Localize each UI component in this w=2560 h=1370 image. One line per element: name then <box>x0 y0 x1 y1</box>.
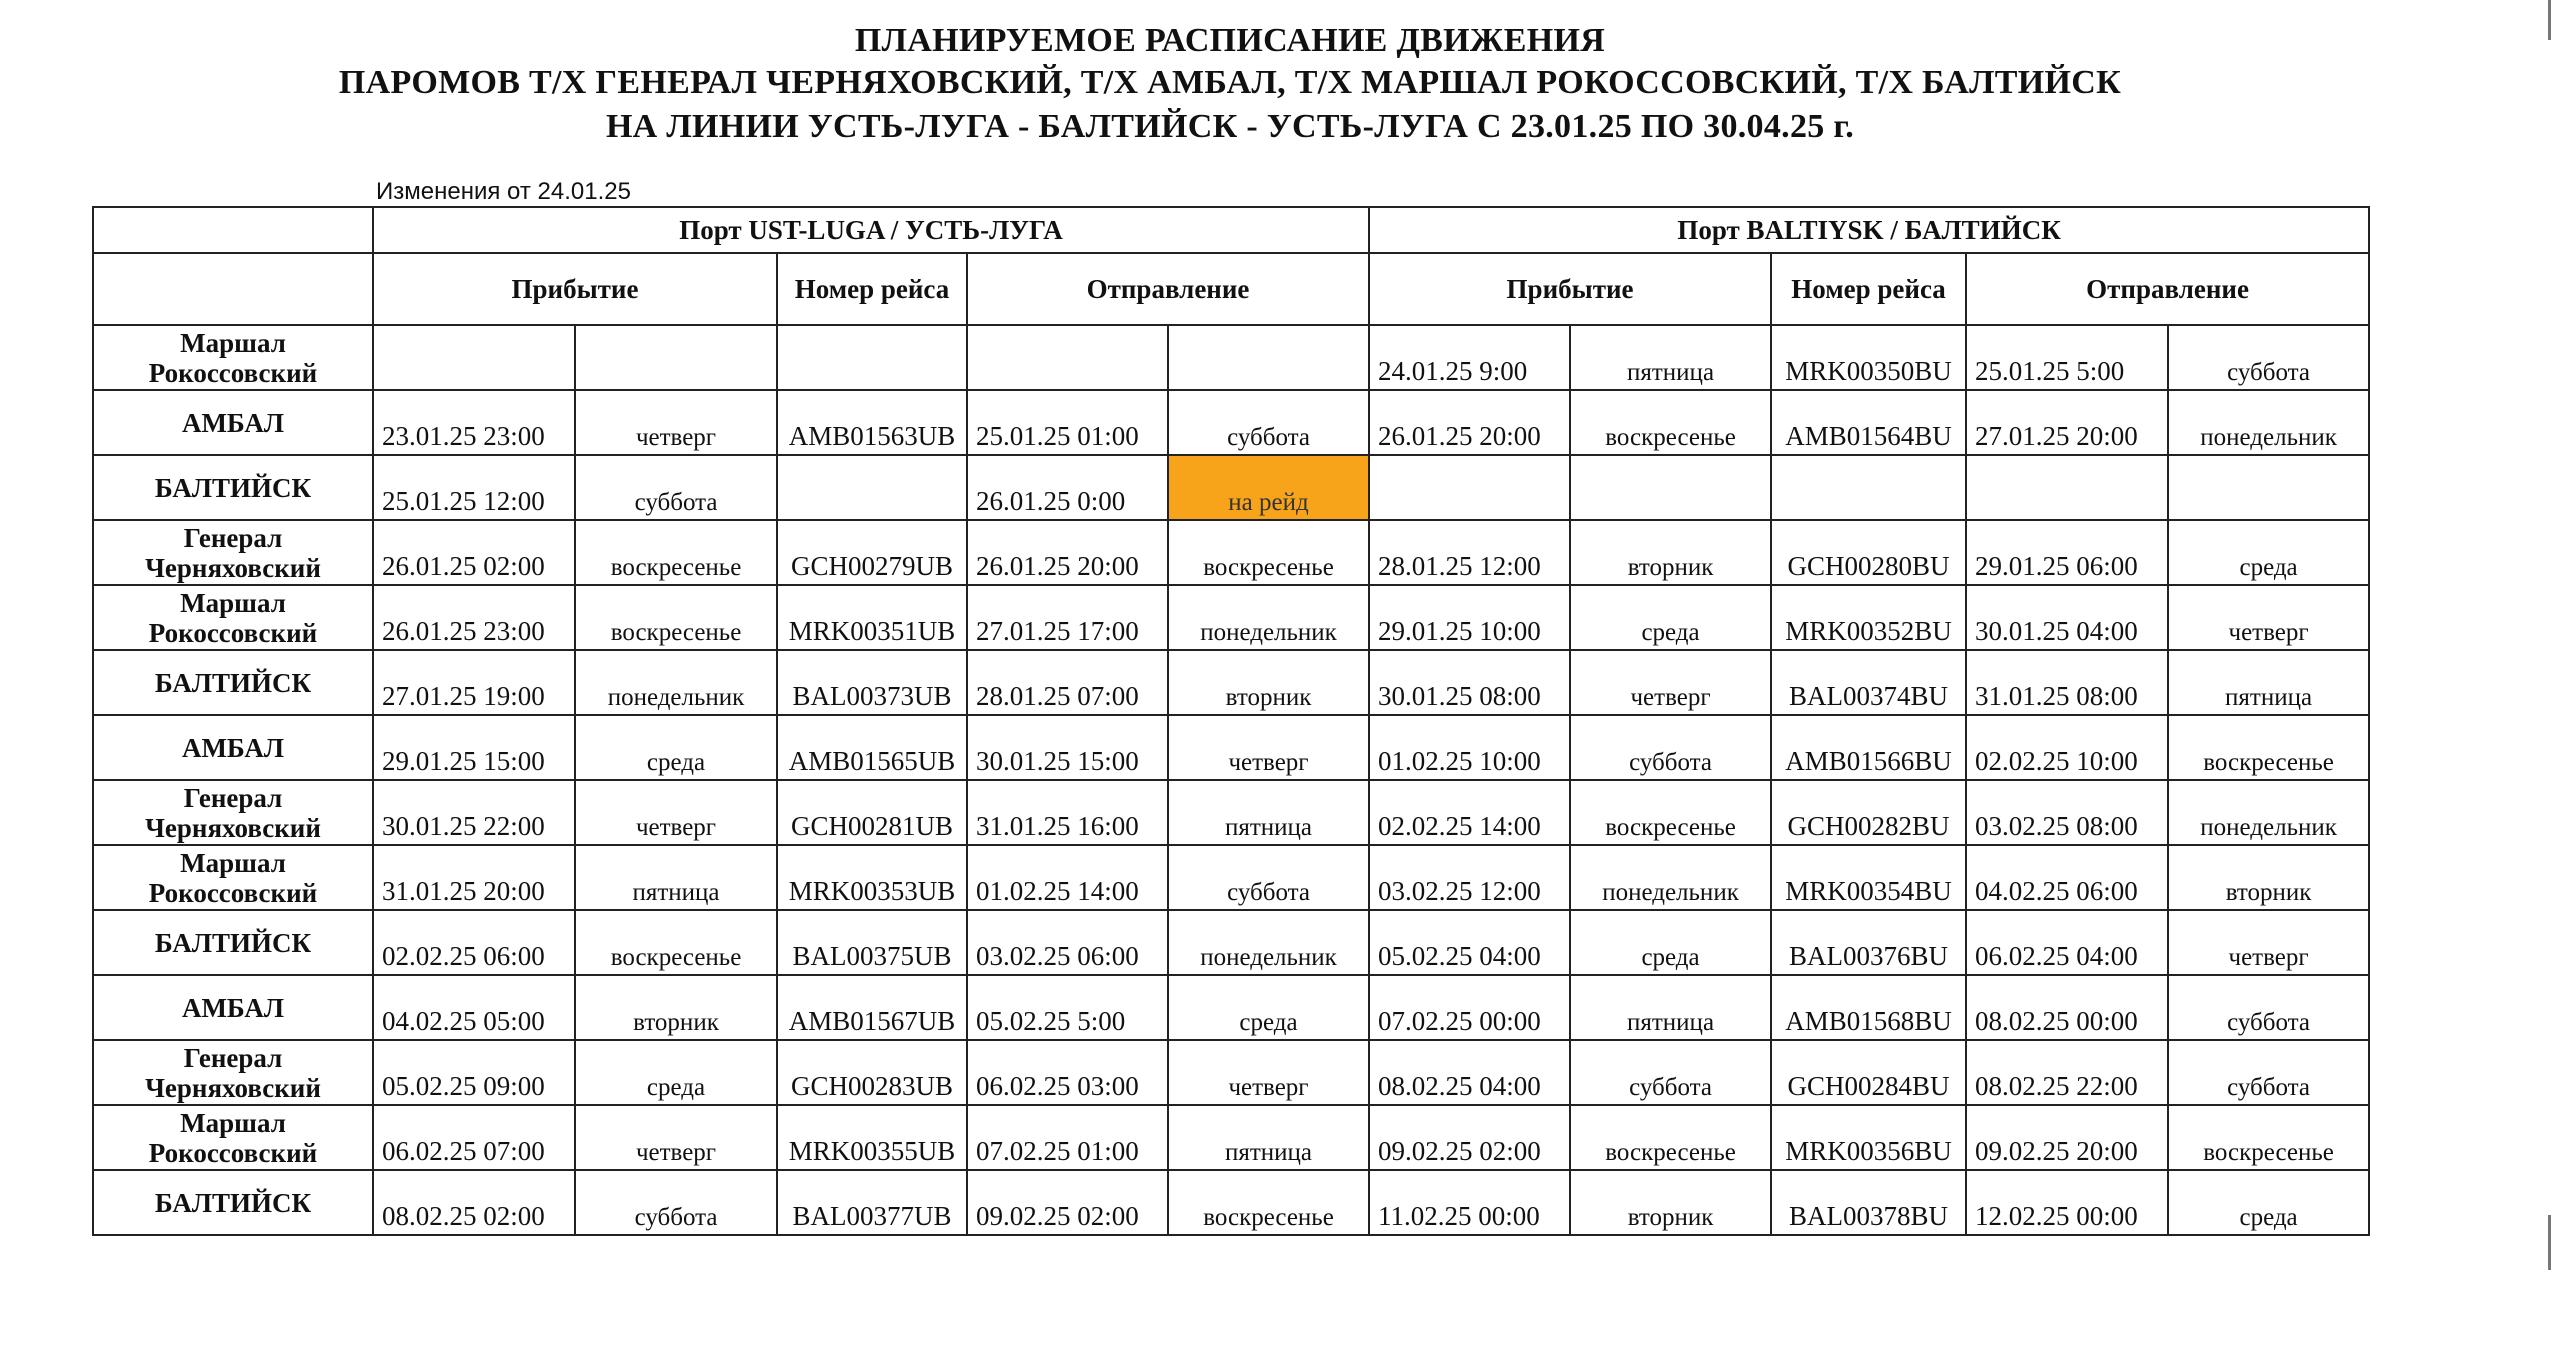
baltiysk-arrival-day: среда <box>1570 585 1771 650</box>
baltiysk-arrival-datetime: 05.02.25 04:00 <box>1369 910 1570 975</box>
baltiysk-trip-number: BAL00376BU <box>1771 910 1966 975</box>
baltiysk-departure-datetime: 04.02.25 06:00 <box>1966 845 2168 910</box>
baltiysk-departure-datetime: 31.01.25 08:00 <box>1966 650 2168 715</box>
baltiysk-arrival-datetime: 30.01.25 08:00 <box>1369 650 1570 715</box>
baltiysk-departure-day: воскресенье <box>2168 1105 2369 1170</box>
baltiysk-arrival-datetime: 26.01.25 20:00 <box>1369 390 1570 455</box>
ust-luga-departure-datetime: 06.02.25 03:00 <box>967 1040 1168 1105</box>
ust-luga-departure-datetime: 28.01.25 07:00 <box>967 650 1168 715</box>
baltiysk-departure-day: вторник <box>2168 845 2369 910</box>
ship-name-cell: Маршал Рокоссовский <box>93 1105 373 1170</box>
baltiysk-arrival-datetime: 09.02.25 02:00 <box>1369 1105 1570 1170</box>
table-row <box>93 975 2369 1040</box>
ust-luga-arrival-day: пятница <box>575 845 777 910</box>
baltiysk-trip-number: AMB01564BU <box>1771 390 1966 455</box>
ust-luga-arrival-day: четверг <box>575 390 777 455</box>
baltiysk-arrival-day: воскресенье <box>1570 1105 1771 1170</box>
corner-cell <box>93 253 373 325</box>
baltiysk-trip-number: MRK00352BU <box>1771 585 1966 650</box>
ust-luga-departure-datetime: 26.01.25 0:00 <box>967 455 1168 520</box>
ust-luga-departure-day: четверг <box>1168 715 1369 780</box>
baltiysk-arrival-datetime: 07.02.25 00:00 <box>1369 975 1570 1040</box>
baltiysk-departure-day: понедельник <box>2168 390 2369 455</box>
column-header-row <box>93 253 2369 325</box>
baltiysk-departure-datetime: 12.02.25 00:00 <box>1966 1170 2168 1235</box>
baltiysk-departure-datetime: 08.02.25 00:00 <box>1966 975 2168 1040</box>
ust-luga-departure-day: воскресенье <box>1168 520 1369 585</box>
baltiysk-departure-day <box>2168 455 2369 520</box>
baltiysk-arrival-day: вторник <box>1570 520 1771 585</box>
baltiysk-arrival-day: пятница <box>1570 325 1771 390</box>
ust-luga-arrival-day: четверг <box>575 1105 777 1170</box>
ust-luga-arrival-day: суббота <box>575 455 777 520</box>
port-ust-luga-header: Порт UST-LUGA / УСТЬ-ЛУГА <box>373 207 1369 253</box>
ust-luga-arrival-header: Прибытие <box>373 253 777 325</box>
baltiysk-arrival-day: суббота <box>1570 1040 1771 1105</box>
baltiysk-departure-datetime <box>1966 455 2168 520</box>
baltiysk-trip-number <box>1771 455 1966 520</box>
baltiysk-departure-datetime: 27.01.25 20:00 <box>1966 390 2168 455</box>
baltiysk-trip-number: BAL00378BU <box>1771 1170 1966 1235</box>
ship-name-cell: АМБАЛ <box>93 975 373 1040</box>
baltiysk-trip-number: BAL00374BU <box>1771 650 1966 715</box>
ust-luga-arrival-datetime: 27.01.25 19:00 <box>373 650 575 715</box>
ship-name-cell: БАЛТИЙСК <box>93 1170 373 1235</box>
baltiysk-arrival-datetime: 03.02.25 12:00 <box>1369 845 1570 910</box>
baltiysk-trip-number: MRK00354BU <box>1771 845 1966 910</box>
baltiysk-arrival-day: четверг <box>1570 650 1771 715</box>
ust-luga-arrival-day: среда <box>575 715 777 780</box>
ust-luga-arrival-day: воскресенье <box>575 520 777 585</box>
corner-cell <box>93 207 373 253</box>
ship-name-cell: Маршал Рокоссовский <box>93 585 373 650</box>
baltiysk-arrival-datetime: 29.01.25 10:00 <box>1369 585 1570 650</box>
ust-luga-departure-day: воскресенье <box>1168 1170 1369 1235</box>
baltiysk-arrival-datetime: 02.02.25 14:00 <box>1369 780 1570 845</box>
scan-edge-mark <box>2548 1215 2551 1270</box>
baltiysk-arrival-datetime: 01.02.25 10:00 <box>1369 715 1570 780</box>
ust-luga-trip-number <box>777 325 967 390</box>
ust-luga-arrival-datetime: 25.01.25 12:00 <box>373 455 575 520</box>
ust-luga-departure-datetime: 01.02.25 14:00 <box>967 845 1168 910</box>
table-row <box>93 845 2369 910</box>
baltiysk-departure-datetime: 02.02.25 10:00 <box>1966 715 2168 780</box>
ust-luga-trip-header: Номер рейса <box>777 253 967 325</box>
ust-luga-arrival-day: понедельник <box>575 650 777 715</box>
table-row <box>93 780 2369 845</box>
ust-luga-trip-number: AMB01565UB <box>777 715 967 780</box>
ust-luga-departure-day <box>1168 325 1369 390</box>
ust-luga-departure-datetime: 25.01.25 01:00 <box>967 390 1168 455</box>
table-row <box>93 325 2369 390</box>
ust-luga-departure-datetime: 03.02.25 06:00 <box>967 910 1168 975</box>
table-row <box>93 390 2369 455</box>
baltiysk-departure-datetime: 25.01.25 5:00 <box>1966 325 2168 390</box>
baltiysk-departure-day: суббота <box>2168 325 2369 390</box>
ship-name-cell: БАЛТИЙСК <box>93 650 373 715</box>
ust-luga-departure-datetime: 27.01.25 17:00 <box>967 585 1168 650</box>
ust-luga-trip-number: MRK00355UB <box>777 1105 967 1170</box>
table-row <box>93 650 2369 715</box>
ust-luga-arrival-datetime: 29.01.25 15:00 <box>373 715 575 780</box>
ust-luga-arrival-day: вторник <box>575 975 777 1040</box>
ust-luga-departure-datetime: 07.02.25 01:00 <box>967 1105 1168 1170</box>
ust-luga-departure-day: среда <box>1168 975 1369 1040</box>
ust-luga-departure-datetime: 26.01.25 20:00 <box>967 520 1168 585</box>
ust-luga-arrival-day: четверг <box>575 780 777 845</box>
changes-note: Изменения от 24.01.25 <box>376 178 631 205</box>
table-row <box>93 455 2369 520</box>
baltiysk-departure-datetime: 08.02.25 22:00 <box>1966 1040 2168 1105</box>
table-row <box>93 910 2369 975</box>
ship-name-cell: Маршал Рокоссовский <box>93 845 373 910</box>
ust-luga-trip-number: GCH00281UB <box>777 780 967 845</box>
baltiysk-departure-day: четверг <box>2168 910 2369 975</box>
ust-luga-arrival-day: среда <box>575 1040 777 1105</box>
ust-luga-departure-day: суббота <box>1168 845 1369 910</box>
ust-luga-arrival-datetime: 05.02.25 09:00 <box>373 1040 575 1105</box>
table-row <box>93 1170 2369 1235</box>
table-row <box>93 1105 2369 1170</box>
baltiysk-arrival-datetime: 28.01.25 12:00 <box>1369 520 1570 585</box>
ship-name-cell: Генерал Черняховский <box>93 780 373 845</box>
port-header-row <box>93 207 2369 253</box>
baltiysk-arrival-datetime: 08.02.25 04:00 <box>1369 1040 1570 1105</box>
ust-luga-trip-number: GCH00283UB <box>777 1040 967 1105</box>
baltiysk-trip-number: GCH00282BU <box>1771 780 1966 845</box>
baltiysk-arrival-day: понедельник <box>1570 845 1771 910</box>
table-row <box>93 715 2369 780</box>
ship-name-cell: Маршал Рокоссовский <box>93 325 373 390</box>
baltiysk-departure-datetime: 30.01.25 04:00 <box>1966 585 2168 650</box>
ust-luga-trip-number: MRK00351UB <box>777 585 967 650</box>
table-row <box>93 585 2369 650</box>
baltiysk-trip-number: GCH00280BU <box>1771 520 1966 585</box>
baltiysk-arrival-day: среда <box>1570 910 1771 975</box>
ust-luga-trip-number: AMB01567UB <box>777 975 967 1040</box>
baltiysk-trip-number: AMB01566BU <box>1771 715 1966 780</box>
ust-luga-arrival-datetime: 08.02.25 02:00 <box>373 1170 575 1235</box>
port-baltiysk-header: Порт BALTIYSK / БАЛТИЙСК <box>1369 207 2369 253</box>
title-line-2: ПАРОМОВ Т/Х ГЕНЕРАЛ ЧЕРНЯХОВСКИЙ, Т/Х АМБАЛ, Т/Х МАРШАЛ РОКОССОВСКИЙ, Т/Х БАЛТИЙСК <box>338 64 2122 101</box>
ust-luga-arrival-datetime: 04.02.25 05:00 <box>373 975 575 1040</box>
ust-luga-trip-number: BAL00377UB <box>777 1170 967 1235</box>
ust-luga-trip-number <box>777 455 967 520</box>
baltiysk-arrival-day: воскресенье <box>1570 390 1771 455</box>
baltiysk-departure-day: четверг <box>2168 585 2369 650</box>
ust-luga-departure-datetime: 30.01.25 15:00 <box>967 715 1168 780</box>
ust-luga-departure-header: Отправление <box>967 253 1369 325</box>
ust-luga-arrival-datetime: 31.01.25 20:00 <box>373 845 575 910</box>
baltiysk-arrival-day: пятница <box>1570 975 1771 1040</box>
ust-luga-arrival-datetime: 26.01.25 02:00 <box>373 520 575 585</box>
baltiysk-departure-day: пятница <box>2168 650 2369 715</box>
ust-luga-departure-datetime: 31.01.25 16:00 <box>967 780 1168 845</box>
title-line-3: НА ЛИНИИ УСТЬ-ЛУГА - БАЛТИЙСК - УСТЬ-ЛУГА С 23.01.25 ПО 30.04.25 г. <box>605 108 1855 145</box>
baltiysk-departure-datetime: 29.01.25 06:00 <box>1966 520 2168 585</box>
table-row <box>93 520 2369 585</box>
ust-luga-departure-datetime: 05.02.25 5:00 <box>967 975 1168 1040</box>
baltiysk-trip-number: AMB01568BU <box>1771 975 1966 1040</box>
ust-luga-trip-number: GCH00279UB <box>777 520 967 585</box>
ust-luga-departure-datetime: 09.02.25 02:00 <box>967 1170 1168 1235</box>
baltiysk-trip-number: MRK00350BU <box>1771 325 1966 390</box>
ust-luga-departure-day: пятница <box>1168 1105 1369 1170</box>
ust-luga-departure-day: четверг <box>1168 1040 1369 1105</box>
ship-name-cell: БАЛТИЙСК <box>93 455 373 520</box>
baltiysk-arrival-day: суббота <box>1570 715 1771 780</box>
ust-luga-departure-datetime <box>967 325 1168 390</box>
ust-luga-arrival-datetime: 02.02.25 06:00 <box>373 910 575 975</box>
ship-name-cell: Генерал Черняховский <box>93 1040 373 1105</box>
ust-luga-departure-day: пятница <box>1168 780 1369 845</box>
ust-luga-departure-day: вторник <box>1168 650 1369 715</box>
ship-name-cell: АМБАЛ <box>93 390 373 455</box>
ust-luga-departure-day: на рейд <box>1168 455 1369 520</box>
ust-luga-departure-day: понедельник <box>1168 910 1369 975</box>
baltiysk-departure-datetime: 06.02.25 04:00 <box>1966 910 2168 975</box>
baltiysk-trip-number: MRK00356BU <box>1771 1105 1966 1170</box>
ship-name-cell: АМБАЛ <box>93 715 373 780</box>
baltiysk-arrival-day: воскресенье <box>1570 780 1771 845</box>
baltiysk-departure-day: суббота <box>2168 1040 2369 1105</box>
baltiysk-departure-day: суббота <box>2168 975 2369 1040</box>
title-line-1: ПЛАНИРУЕМОЕ РАСПИСАНИЕ ДВИЖЕНИЯ <box>854 22 1606 59</box>
baltiysk-arrival-day <box>1570 455 1771 520</box>
baltiysk-trip-number: GCH00284BU <box>1771 1040 1966 1105</box>
ust-luga-arrival-day: воскресенье <box>575 910 777 975</box>
ust-luga-departure-day: суббота <box>1168 390 1369 455</box>
ust-luga-arrival-datetime: 06.02.25 07:00 <box>373 1105 575 1170</box>
ust-luga-departure-day: понедельник <box>1168 585 1369 650</box>
ust-luga-trip-number: AMB01563UB <box>777 390 967 455</box>
baltiysk-departure-datetime: 03.02.25 08:00 <box>1966 780 2168 845</box>
table-row <box>93 1040 2369 1105</box>
baltiysk-arrival-datetime: 24.01.25 9:00 <box>1369 325 1570 390</box>
ust-luga-trip-number: BAL00375UB <box>777 910 967 975</box>
ust-luga-arrival-day: воскресенье <box>575 585 777 650</box>
baltiysk-arrival-datetime <box>1369 455 1570 520</box>
baltiysk-arrival-datetime: 11.02.25 00:00 <box>1369 1170 1570 1235</box>
ust-luga-trip-number: BAL00373UB <box>777 650 967 715</box>
ust-luga-arrival-datetime: 23.01.25 23:00 <box>373 390 575 455</box>
ust-luga-arrival-datetime: 26.01.25 23:00 <box>373 585 575 650</box>
ust-luga-arrival-datetime <box>373 325 575 390</box>
baltiysk-arrival-header: Прибытие <box>1369 253 1771 325</box>
ust-luga-arrival-datetime: 30.01.25 22:00 <box>373 780 575 845</box>
ship-name-cell: БАЛТИЙСК <box>93 910 373 975</box>
baltiysk-departure-header: Отправление <box>1966 253 2369 325</box>
baltiysk-arrival-day: вторник <box>1570 1170 1771 1235</box>
baltiysk-departure-day: среда <box>2168 520 2369 585</box>
baltiysk-departure-day: среда <box>2168 1170 2369 1235</box>
ship-name-cell: Генерал Черняховский <box>93 520 373 585</box>
scan-edge-mark <box>2548 0 2551 40</box>
baltiysk-trip-header: Номер рейса <box>1771 253 1966 325</box>
baltiysk-departure-day: понедельник <box>2168 780 2369 845</box>
ust-luga-arrival-day: суббота <box>575 1170 777 1235</box>
baltiysk-departure-datetime: 09.02.25 20:00 <box>1966 1105 2168 1170</box>
ust-luga-arrival-day <box>575 325 777 390</box>
baltiysk-departure-day: воскресенье <box>2168 715 2369 780</box>
ust-luga-trip-number: MRK00353UB <box>777 845 967 910</box>
schedule-table <box>92 206 2370 1236</box>
